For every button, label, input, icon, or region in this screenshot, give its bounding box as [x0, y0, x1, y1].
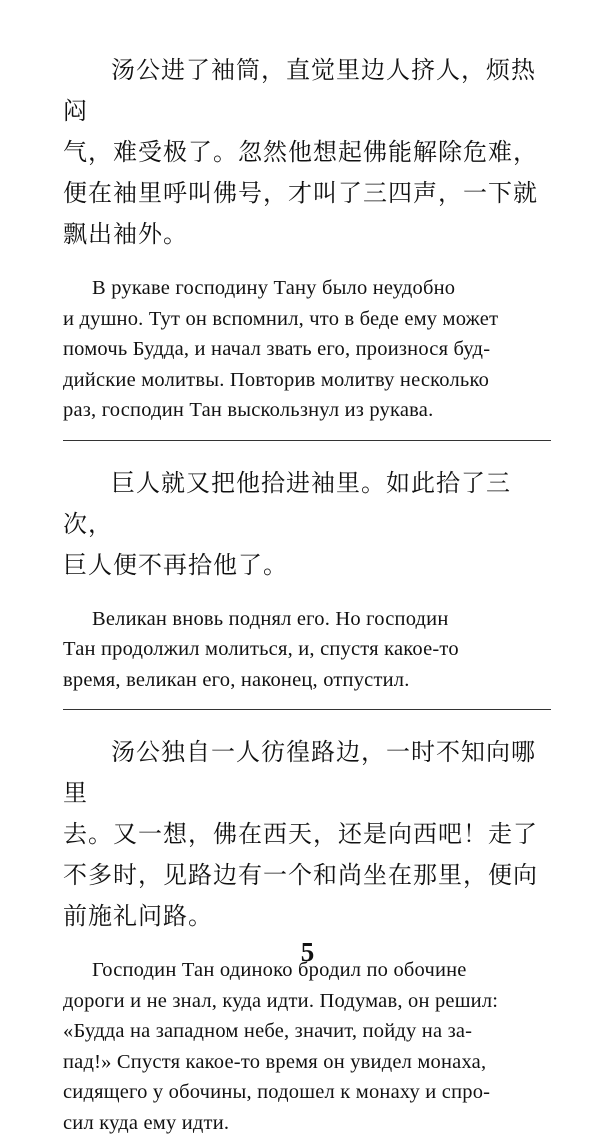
page-body [63, 50, 551, 1138]
page-number: 5 [300, 937, 315, 967]
russian-paragraph-1: В рукаве господину Тану было неудобно и душно. Тут он вспомнил, что в беде ему может помочь Будда, и начал звать его, произнося буд- дийские молитвы. Повторив молитву несколько раз, господин Тан выскользнул из рукава. [63, 277, 499, 421]
section-divider-2 [63, 709, 551, 710]
chinese-paragraph-3: 汤公独自一人彷徨路边，一时不知向哪里 去。又一想，佛在西天，还是向西吧！走了 不多时，见路边有一个和尚坐在那里，便向 前施礼问路。 [63, 738, 538, 930]
chinese-paragraph-2: 巨人就又把他拾进袖里。如此拾了三次， 巨人便不再拾他了。 [63, 468, 511, 579]
russian-paragraph-3: Господин Тан одиноко бродил по обочине дороги и не знал, куда идти. Подумав, он решил: «Будда на западном небе, значит, пойду на за- пад!» Спустя какое-то время он увидел монаха, сидящего у обочины, подошел к монаху и спро- сил куда ему идти. [63, 959, 499, 1134]
russian-paragraph-2: Великан вновь поднял его. Но господин Тан продолжил молиться, и, спустя какое-то время, великан его, наконец, отпустил. [63, 607, 459, 691]
section-divider-1 [63, 440, 551, 441]
chinese-paragraph-1: 汤公进了袖筒，直觉里边人挤人，烦热闷 气，难受极了。忽然他想起佛能解除危难， 便在袖里呼叫佛号，才叫了三四声，一下就 飘出袖外。 [63, 56, 538, 248]
